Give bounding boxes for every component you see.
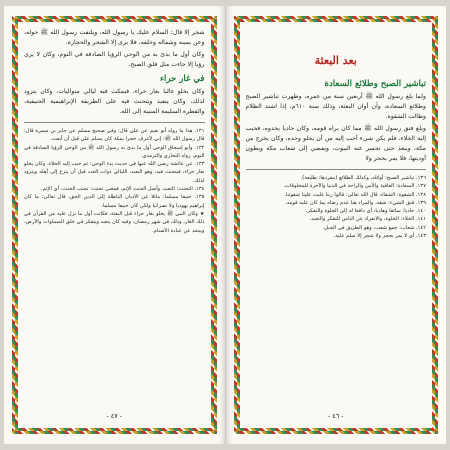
footnote-divider [246, 169, 427, 170]
left-page-content [24, 28, 205, 422]
footnote: ١٤١. الخلاء: الخلوة، والانفراد عن الناس للتفكر والتعبد. [309, 216, 426, 223]
footnote: ١٤٣. أي لا يمر بحجر ولا شجر إلا سلم عليه. [333, 233, 426, 240]
page-number: - ٤٧ - [106, 412, 123, 420]
body-paragraph: ولما بلغ رسول الله ﷺ أربعين سنة من عمره، وظهرت تباشير الصبح وطلائع السعادة، وآن أوان البعثة، وذلك سنة ٦١٠م، إذا اشتد الظلام وطالت الشقوة. [245, 93, 426, 120]
footnote: ١٣٥. حنيفا مسلما: مائلا عن الأديان الباطلة إلى الدين الحق، قال تعالى: ما كان إبراهيم يهوديا ولا نصرانيا ولكن كان حنيفا مسلما. [24, 194, 205, 209]
section-heading: تباشير الصبح وطلائع السعادة [324, 79, 426, 89]
right-page-content [246, 28, 427, 422]
footnote: ١٣٦. تباشير الصبح: أوائله، وكذلك الطلائع (مفردها: طليعة). [300, 175, 426, 181]
footnote: ١٤٢. شعاب: جمع شعب، وهو الطريق في الجبل. [322, 224, 426, 231]
footnote: ★ وكان النبي ﷺ يخلو بغار حراء قبل البعثة، فكانت أول ما نزل عليه من القرآن في ذلك الغار، وذلك في شهر رمضان، وفيه كان يتعبد ويتفكر في خلق السماوات والأرض، ويبتعد عن عبادة الأصنام. [24, 210, 205, 234]
footnote: ١٣٨. الشقوة: الشقاء، قال الله تعالى: قالوا ربنا غلبت علينا شقوتنا. [284, 191, 426, 198]
footnote: ١٤٠. حاديا: سائقا وهاديا، أي دافعا له إلى الخلوة والتفكر. [305, 208, 426, 215]
footnote-divider [24, 122, 205, 123]
body-paragraph: شجر إلا قال: السلام عليك يا رسول الله، ويلتفت رسول الله ﷺ حوله، وعن يمينه وشماله وخلفه، فلا يرى إلا الشجر والحجارة. [24, 29, 205, 46]
page-number: - ٤٦ - [327, 412, 344, 420]
footnote: ١٣٤. التحنث: التعبد، وأصل الحنث الإثم، فمعنى تحنث: تجنب الحنث، أي الإثم. [41, 186, 205, 193]
footnote: ١٣٣. عن عائشة رضي الله عنها في حديث بدء الوحي: ثم حبب إليه الخلاء، وكان يخلو بغار حراء، فيتحنث فيه، وهو التعبد، الليالي ذوات العدد قبل أن ينزع إلى أهله ويتزود لذلك. [24, 161, 205, 184]
footnote: ١٣١. هذا ما رواه أبو نعيم عن علي قال: وفي صحيح مسلم عن جابر بن سمرة قال: قال رسول الله ﷺ: إني لأعرف حجرا بمكة كان يسلم علي قبل أن أبعث. [24, 128, 205, 143]
footnote: ١٣٢. وأبو إسحاق الوحي أول ما بدئ به رسول الله ﷺ من الوحي الرؤيا الصادقة في النوم، رواه البخاري والترمذي. [24, 144, 205, 159]
right-page [226, 6, 447, 444]
book-spread [4, 6, 446, 444]
page-title: بعد البعثة [314, 54, 357, 67]
section-heading: في غار حراء [159, 74, 205, 84]
body-paragraph: وكان يخلو غالبا بغار حراء، فيمكث فيه ليالي متواليات، وكان يتزود لذلك، وكان يتعبد ويتحنث فيه على الطريقة الإبراهيمية الحنيفية، والفطرة السليمة المنيبة إلى الله. [24, 88, 205, 115]
body-paragraph: وكان أول ما بدئ به من الوحي الرؤيا الصادقة في النوم، وكان لا يرى رؤيا إلا جاءت مثل فلق الصبح. [24, 51, 205, 68]
footnote: ١٣٩. فتق الشيء: شقه، والمراد هنا عدم رضاه بما كان عليه قومه. [285, 199, 426, 206]
footnote: ١٣٧. السعادة: العافية والأمن والراحة في الدنيا والآخرة للمخلوقات. [283, 183, 426, 190]
body-paragraph: وبلغ فتق رسول الله ﷺ مما كان يراه قومه، وكان حاديا يحدوه، فحبب إليه الخلاء، فلم يكن شيء أحب إليه من أن يخلو وحده، وكان يخرج من مكة، ويبعد حتى تحسر عنه البيوت، ويفضي إلى شعاب مكة وبطون أوديتها، فلا يمر بحجر ولا [245, 125, 426, 162]
left-page [4, 6, 226, 444]
